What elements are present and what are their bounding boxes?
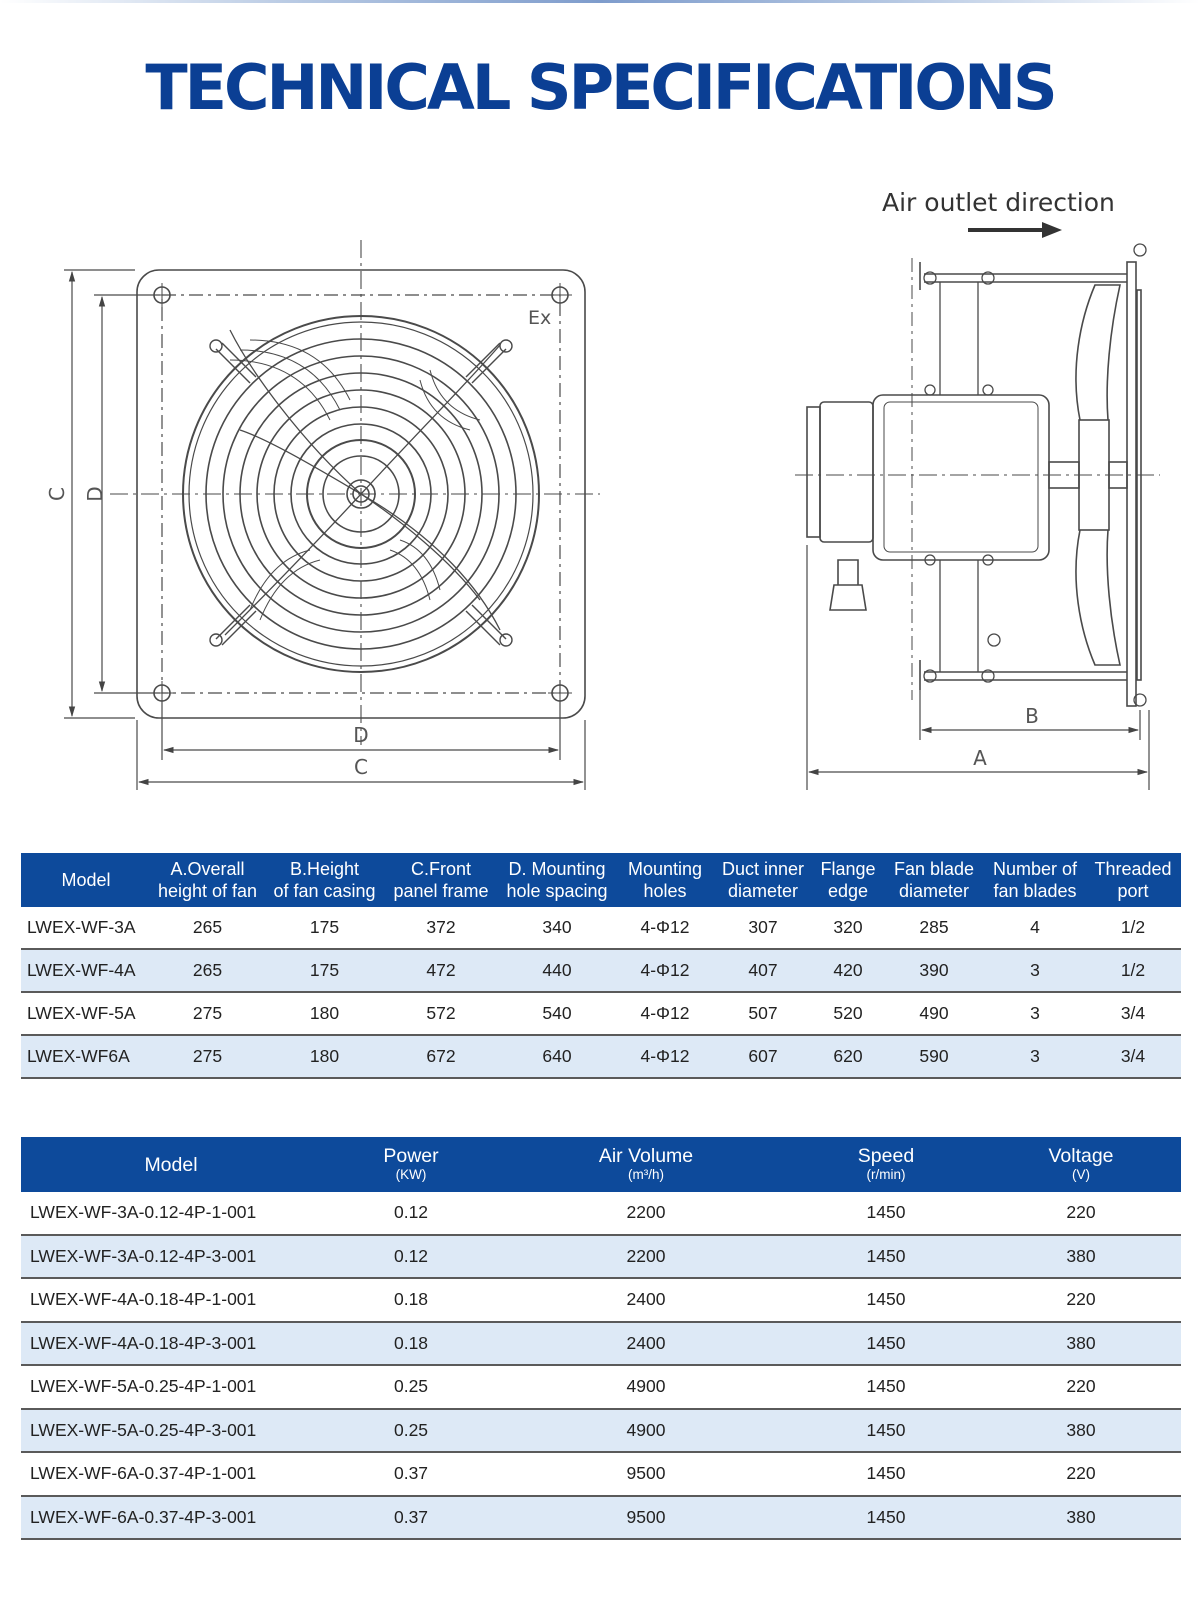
table-cell: 1/2 xyxy=(1085,907,1181,949)
dims-header-cell xyxy=(813,853,883,907)
perf-header-cell xyxy=(321,1137,501,1192)
table-cell: 3 xyxy=(985,1035,1085,1078)
dims-header-line2: edge xyxy=(827,881,869,901)
perf-header-cell xyxy=(981,1137,1181,1192)
perf-header-unit: (V) xyxy=(1072,1167,1090,1182)
dims-header-line1: C.Front xyxy=(410,859,471,879)
table-cell: 4-Φ12 xyxy=(617,1035,713,1078)
table-cell: 220 xyxy=(981,1452,1181,1496)
table-cell: 3 xyxy=(985,949,1085,992)
table-cell: 607 xyxy=(713,1035,813,1078)
table-cell: 3/4 xyxy=(1085,1035,1181,1078)
air-outlet-arrow xyxy=(968,222,1062,238)
dims-header-line1: D. Mounting xyxy=(508,859,606,879)
side-blade-bottom xyxy=(1076,530,1120,665)
page-title: TECHNICAL SPECIFICATIONS xyxy=(145,51,1055,124)
dims-header-line1: Flange xyxy=(820,859,876,879)
table-cell: 390 xyxy=(883,949,985,992)
table-row xyxy=(21,1235,1181,1279)
table-row xyxy=(21,992,1181,1035)
table-row xyxy=(21,1365,1181,1409)
table-cell: 4 xyxy=(985,907,1085,949)
table-cell: 275 xyxy=(151,992,264,1035)
table-cell: 285 xyxy=(883,907,985,949)
table-cell: 1450 xyxy=(791,1235,981,1279)
table-cell: 1/2 xyxy=(1085,949,1181,992)
dims-header-line1: Model xyxy=(61,870,111,890)
table-cell: 3/4 xyxy=(1085,992,1181,1035)
dims-header-line1: A.Overall xyxy=(170,859,245,879)
table-cell: 1450 xyxy=(791,1322,981,1366)
table-cell: 4-Φ12 xyxy=(617,907,713,949)
table-cell: 0.37 xyxy=(321,1452,501,1496)
model-cell: LWEX-WF6A xyxy=(21,1035,151,1078)
perf-header-cell xyxy=(501,1137,791,1192)
dims-header-line2: diameter xyxy=(898,881,970,901)
table-cell: 4-Φ12 xyxy=(617,949,713,992)
dims-header-line2: panel frame xyxy=(393,881,489,901)
table-row xyxy=(21,907,1181,949)
table-cell: 180 xyxy=(264,992,385,1035)
model-cell: LWEX-WF-6A-0.37-4P-3-001 xyxy=(21,1496,321,1540)
table-cell: 265 xyxy=(151,949,264,992)
table-row xyxy=(21,1496,1181,1540)
dims-header-cell xyxy=(1085,853,1181,907)
label-b: B xyxy=(1025,704,1039,728)
dims-header-cell xyxy=(151,853,264,907)
table-cell: 220 xyxy=(981,1365,1181,1409)
perf-header-label: Speed xyxy=(857,1145,915,1167)
dims-header-cell xyxy=(264,853,385,907)
table-row xyxy=(21,1035,1181,1078)
dims-header-cell xyxy=(617,853,713,907)
table-cell: 0.37 xyxy=(321,1496,501,1540)
dims-header-cell xyxy=(385,853,497,907)
dims-header-line1: Threaded xyxy=(1094,859,1172,879)
table-cell: 1450 xyxy=(791,1496,981,1540)
table-cell: 507 xyxy=(713,992,813,1035)
dims-header-line2: diameter xyxy=(727,881,799,901)
perf-header-cell xyxy=(791,1137,981,1192)
table-cell: 1450 xyxy=(791,1192,981,1235)
dimensions-table xyxy=(21,853,1181,1079)
table-cell: 380 xyxy=(981,1322,1181,1366)
table-cell: 9500 xyxy=(501,1496,791,1540)
table-row xyxy=(21,1278,1181,1322)
table-cell: 672 xyxy=(385,1035,497,1078)
label-d-horizontal: D xyxy=(353,723,369,747)
table-row xyxy=(21,1409,1181,1453)
dims-header-line1: Mounting xyxy=(627,859,703,879)
side-flange-plate xyxy=(1127,262,1136,706)
table-cell: 265 xyxy=(151,907,264,949)
model-cell: LWEX-WF-3A xyxy=(21,907,151,949)
model-cell: LWEX-WF-3A-0.12-4P-1-001 xyxy=(21,1192,321,1235)
dims-header-cell xyxy=(497,853,617,907)
table-cell: 0.12 xyxy=(321,1192,501,1235)
table-cell: 572 xyxy=(385,992,497,1035)
table-cell: 180 xyxy=(264,1035,385,1078)
table-cell: 175 xyxy=(264,907,385,949)
perf-header-label: Voltage xyxy=(1048,1145,1114,1167)
side-view xyxy=(795,244,1160,790)
table-cell: 3 xyxy=(985,992,1085,1035)
table-cell: 220 xyxy=(981,1278,1181,1322)
dims-header-line1: Fan blade xyxy=(893,859,975,879)
table-cell: 540 xyxy=(497,992,617,1035)
table-cell: 372 xyxy=(385,907,497,949)
label-c-vertical: C xyxy=(45,487,69,501)
fan-blades xyxy=(225,330,500,635)
table-cell: 9500 xyxy=(501,1452,791,1496)
table-cell: 1450 xyxy=(791,1452,981,1496)
performance-header-row xyxy=(21,1137,1181,1192)
table-cell: 4900 xyxy=(501,1409,791,1453)
performance-table xyxy=(21,1137,1181,1540)
model-cell: LWEX-WF-4A-0.18-4P-1-001 xyxy=(21,1278,321,1322)
perf-header-unit: (KW) xyxy=(395,1167,427,1182)
model-cell: LWEX-WF-3A-0.12-4P-3-001 xyxy=(21,1235,321,1279)
dims-header-line2: holes xyxy=(643,881,687,901)
table-cell: 490 xyxy=(883,992,985,1035)
table-cell: 620 xyxy=(813,1035,883,1078)
dims-header-line1: B.Height xyxy=(289,859,360,879)
table-row xyxy=(21,1452,1181,1496)
table-cell: 1450 xyxy=(791,1278,981,1322)
table-cell: 590 xyxy=(883,1035,985,1078)
table-cell: 380 xyxy=(981,1235,1181,1279)
dims-header-line1: Number of xyxy=(992,859,1078,879)
table-row xyxy=(21,949,1181,992)
perf-header-label: Model xyxy=(144,1153,198,1176)
dims-header-line2: height of fan xyxy=(157,881,258,901)
label-a: A xyxy=(973,746,987,770)
table-cell: 2400 xyxy=(501,1278,791,1322)
table-cell: 2200 xyxy=(501,1235,791,1279)
table-cell: 0.18 xyxy=(321,1278,501,1322)
table-cell: 380 xyxy=(981,1409,1181,1453)
table-cell: 307 xyxy=(713,907,813,949)
air-outlet-label: Air outlet direction xyxy=(882,188,1115,217)
model-cell: LWEX-WF-4A xyxy=(21,949,151,992)
table-cell: 0.25 xyxy=(321,1365,501,1409)
table-cell: 275 xyxy=(151,1035,264,1078)
table-cell: 4-Φ12 xyxy=(617,992,713,1035)
dimensions-header-row xyxy=(21,853,1181,907)
table-cell: 175 xyxy=(264,949,385,992)
perf-header-unit: (m³/h) xyxy=(628,1167,664,1182)
motor-body xyxy=(873,395,1049,560)
perf-header-cell xyxy=(21,1137,321,1192)
perf-header-label: Power xyxy=(383,1145,439,1167)
table-cell: 320 xyxy=(813,907,883,949)
table-cell: 640 xyxy=(497,1035,617,1078)
table-cell: 2400 xyxy=(501,1322,791,1366)
table-cell: 4900 xyxy=(501,1365,791,1409)
table-row xyxy=(21,1322,1181,1366)
ex-mark: Ex xyxy=(528,307,552,329)
table-cell: 0.12 xyxy=(321,1235,501,1279)
table-cell: 2200 xyxy=(501,1192,791,1235)
dims-header-cell xyxy=(883,853,985,907)
side-blade-top xyxy=(1076,285,1120,420)
table-cell: 420 xyxy=(813,949,883,992)
dims-header-line1: Duct inner xyxy=(721,859,805,879)
dims-header-line2: of fan casing xyxy=(273,881,376,901)
front-dimension-lines xyxy=(64,270,585,790)
table-cell: 340 xyxy=(497,907,617,949)
perf-header-label: Air Volume xyxy=(598,1145,694,1167)
dims-header-cell xyxy=(21,853,151,907)
label-d-vertical: D xyxy=(83,486,107,502)
table-cell: 520 xyxy=(813,992,883,1035)
table-cell: 407 xyxy=(713,949,813,992)
model-cell: LWEX-WF-5A xyxy=(21,992,151,1035)
table-cell: 380 xyxy=(981,1496,1181,1540)
front-view xyxy=(64,240,600,790)
table-cell: 220 xyxy=(981,1192,1181,1235)
table-cell: 1450 xyxy=(791,1365,981,1409)
label-c-horizontal: C xyxy=(354,755,368,779)
junction-box xyxy=(820,402,873,542)
model-cell: LWEX-WF-4A-0.18-4P-3-001 xyxy=(21,1322,321,1366)
table-cell: 472 xyxy=(385,949,497,992)
table-cell: 0.25 xyxy=(321,1409,501,1453)
perf-header-unit: (r/min) xyxy=(866,1167,906,1182)
table-cell: 440 xyxy=(497,949,617,992)
model-cell: LWEX-WF-5A-0.25-4P-3-001 xyxy=(21,1409,321,1453)
dims-header-cell xyxy=(985,853,1085,907)
dims-header-cell xyxy=(713,853,813,907)
table-cell: 1450 xyxy=(791,1409,981,1453)
model-cell: LWEX-WF-6A-0.37-4P-1-001 xyxy=(21,1452,321,1496)
dims-header-line2: hole spacing xyxy=(506,881,608,901)
cable-gland xyxy=(830,560,866,610)
dims-header-line2: fan blades xyxy=(993,881,1077,901)
technical-drawing xyxy=(0,0,1200,800)
table-row xyxy=(21,1192,1181,1235)
model-cell: LWEX-WF-5A-0.25-4P-1-001 xyxy=(21,1365,321,1409)
dims-header-line2: port xyxy=(1117,881,1149,901)
table-cell: 0.18 xyxy=(321,1322,501,1366)
